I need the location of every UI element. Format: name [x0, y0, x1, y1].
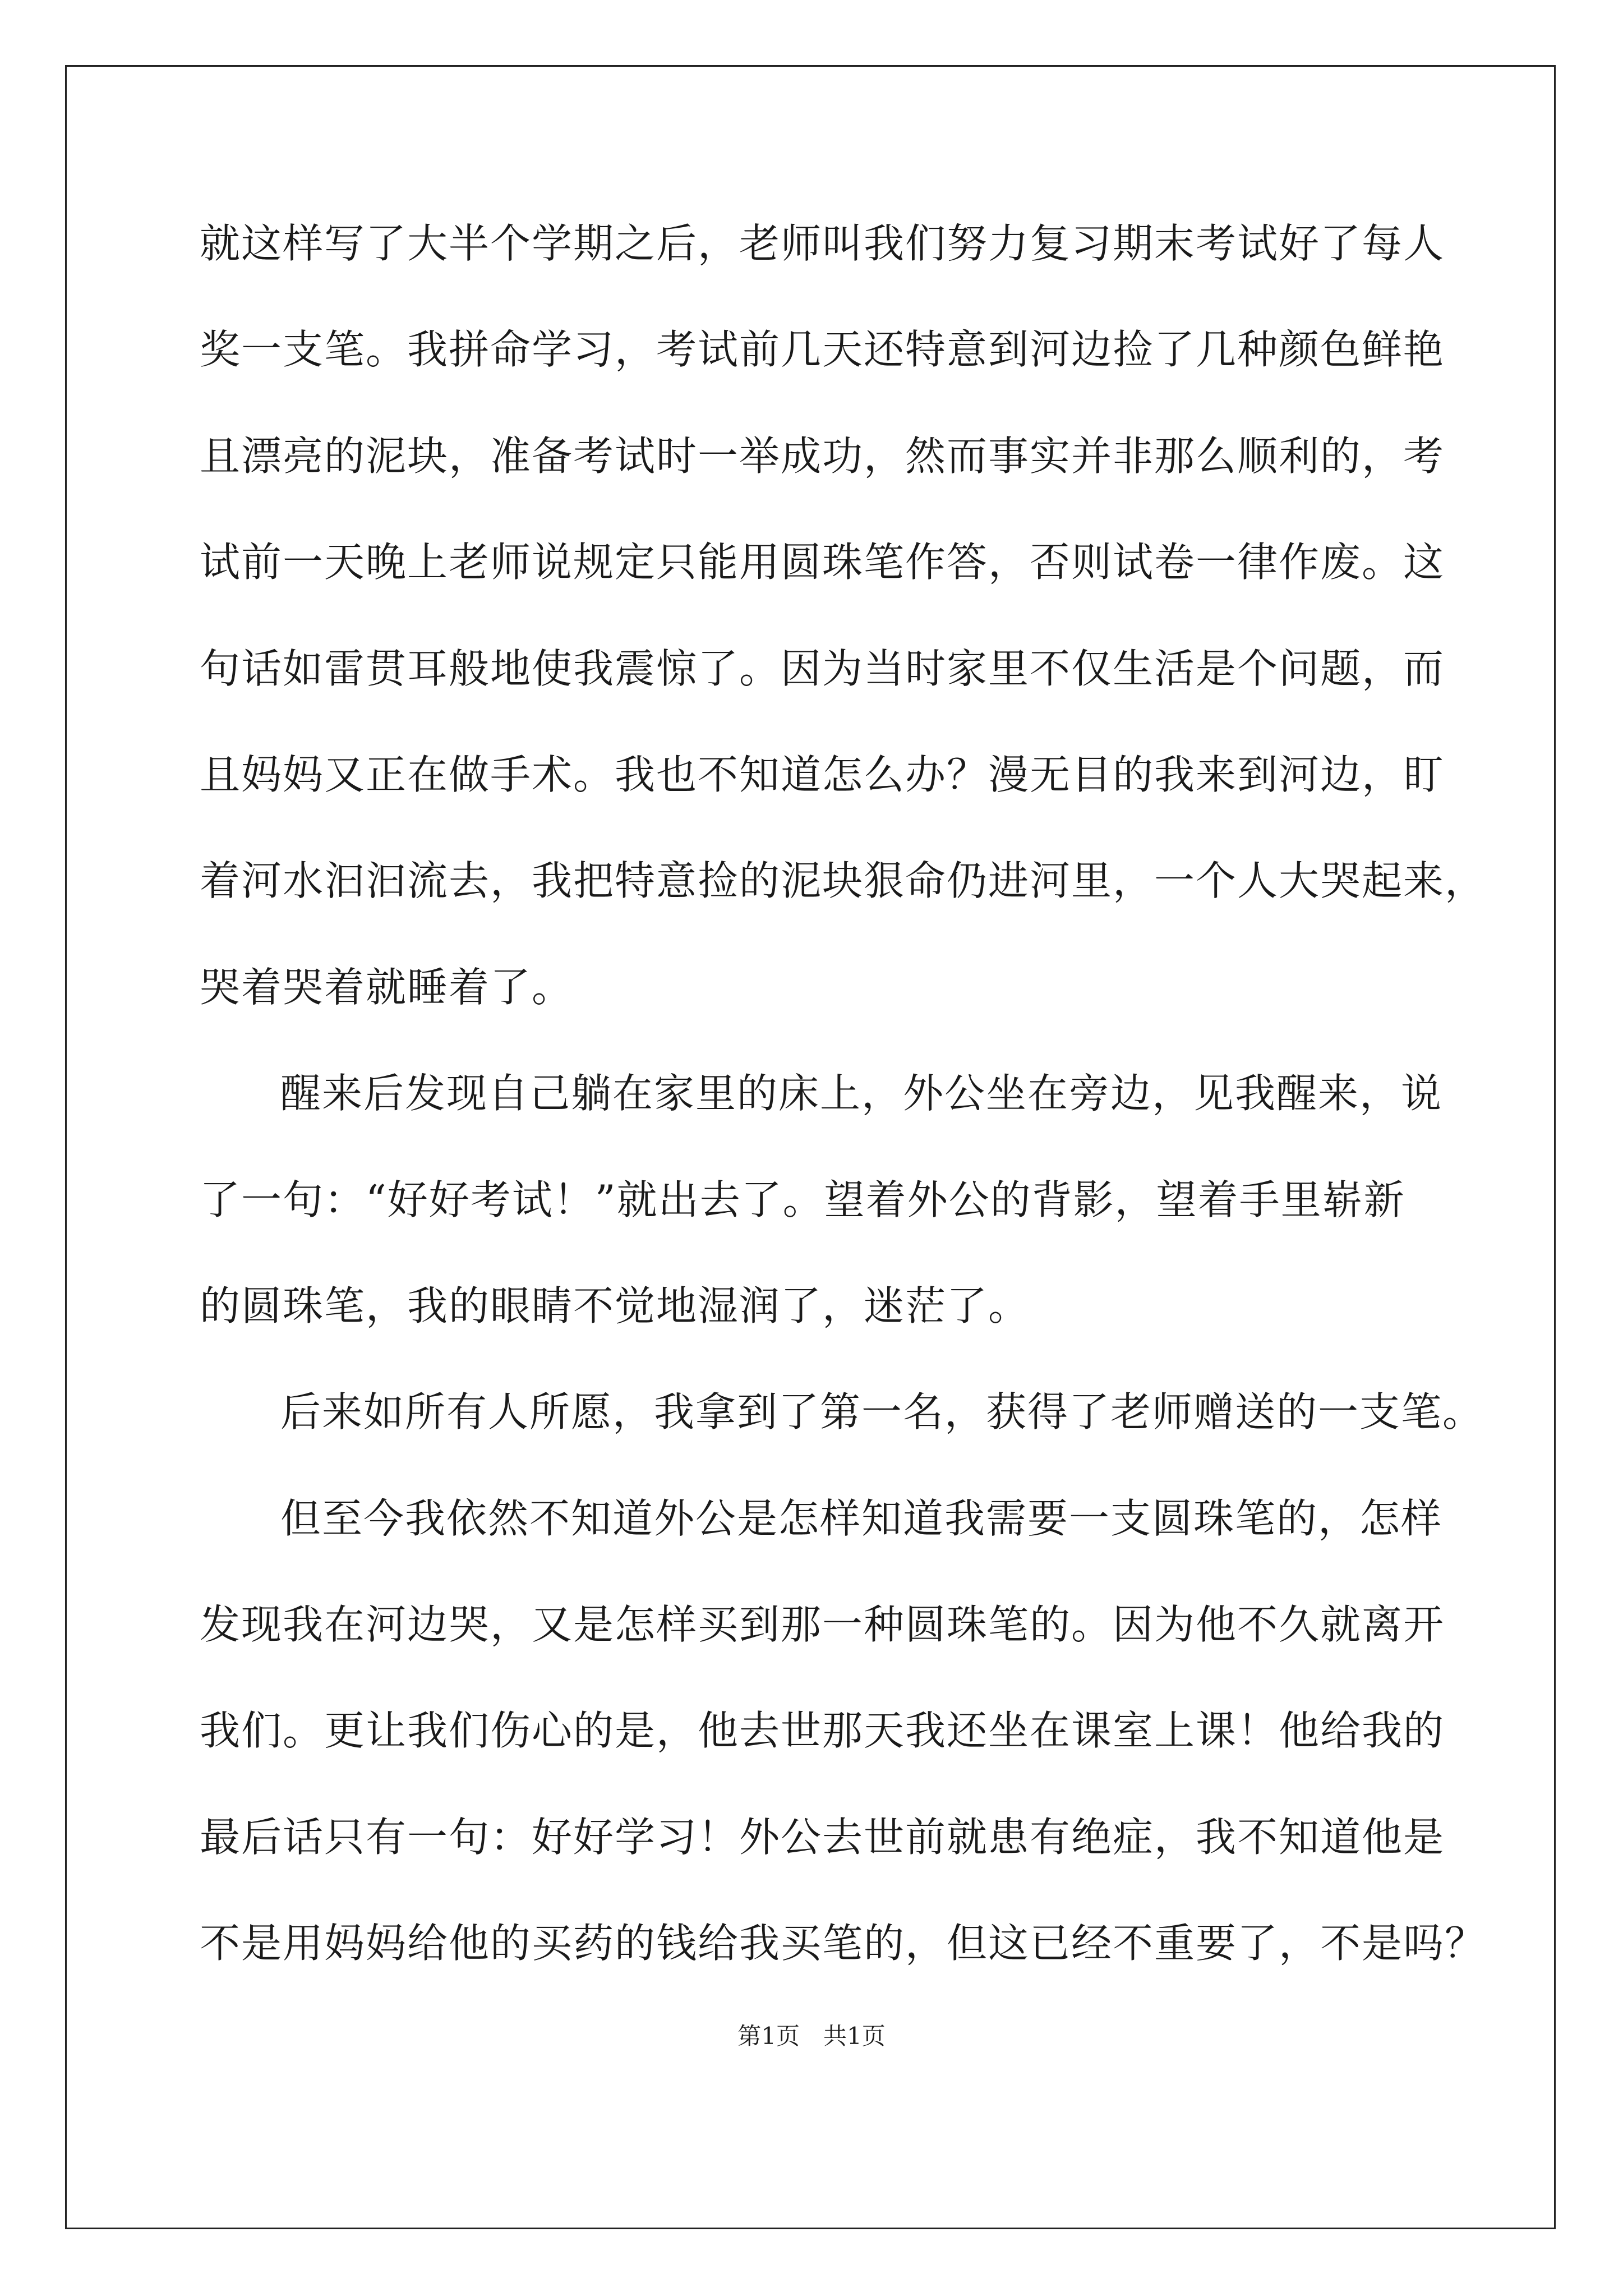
paragraph-start-line: 后来如所有人所愿，我拿到了第一名，获得了老师赠送的一支笔。 [280, 1388, 1484, 1436]
paragraph-start-line: 但至今我依然不知道外公是怎样知道我需要一支圆珠笔的，怎样 [280, 1494, 1443, 1542]
text-line: 了一句：“好好考试！”就出去了。望着外公的背影，望着手里崭新 [200, 1176, 1405, 1223]
text-line: 发现我在河边哭，又是怎样买到那一种圆珠笔的。因为他不久就离开 [200, 1601, 1445, 1649]
document-body [200, 219, 1487, 2025]
paragraph-start-line: 醒来后发现自己躺在家里的床上，外公坐在旁边，见我醒来，说 [280, 1070, 1443, 1117]
text-line: 哭着哭着就睡着了。 [200, 963, 574, 1011]
text-line: 的圆珠笔，我的眼睛不觉地湿润了，迷茫了。 [200, 1282, 1030, 1329]
text-line: 着河水汩汩流去，我把特意捡的泥块狠命仍进河里，一个人大哭起来， [200, 857, 1487, 905]
text-line: 且妈妈又正在做手术。我也不知道怎么办？漫无目的我来到河边，盯 [200, 751, 1445, 798]
text-line: 句话如雷贯耳般地使我震惊了。因为当时家里不仅生活是个问题，而 [200, 645, 1445, 692]
text-line: 奖一支笔。我拼命学习，考试前几天还特意到河边捡了几种颜色鲜艳 [200, 326, 1445, 374]
text-line: 就这样写了大半个学期之后，老师叫我们努力复习期末考试好了每人 [200, 220, 1445, 267]
text-line: 试前一天晚上老师说规定只能用圆珠笔作答，否则试卷一律作废。这 [200, 539, 1445, 586]
text-line: 我们。更让我们伤心的是，他去世那天我还坐在课室上课！他给我的 [200, 1707, 1445, 1755]
text-line: 最后话只有一句：好好学习！外公去世前就患有绝症，我不知道他是 [200, 1813, 1445, 1861]
text-line: 且漂亮的泥块，准备考试时一举成功，然而事实并非那么顺利的，考 [200, 432, 1445, 480]
text-line: 不是用妈妈给他的买药的钱给我买笔的，但这已经不重要了，不是吗？ [200, 1920, 1487, 1967]
page-footer: 第1页 共1页 [737, 2022, 886, 2050]
